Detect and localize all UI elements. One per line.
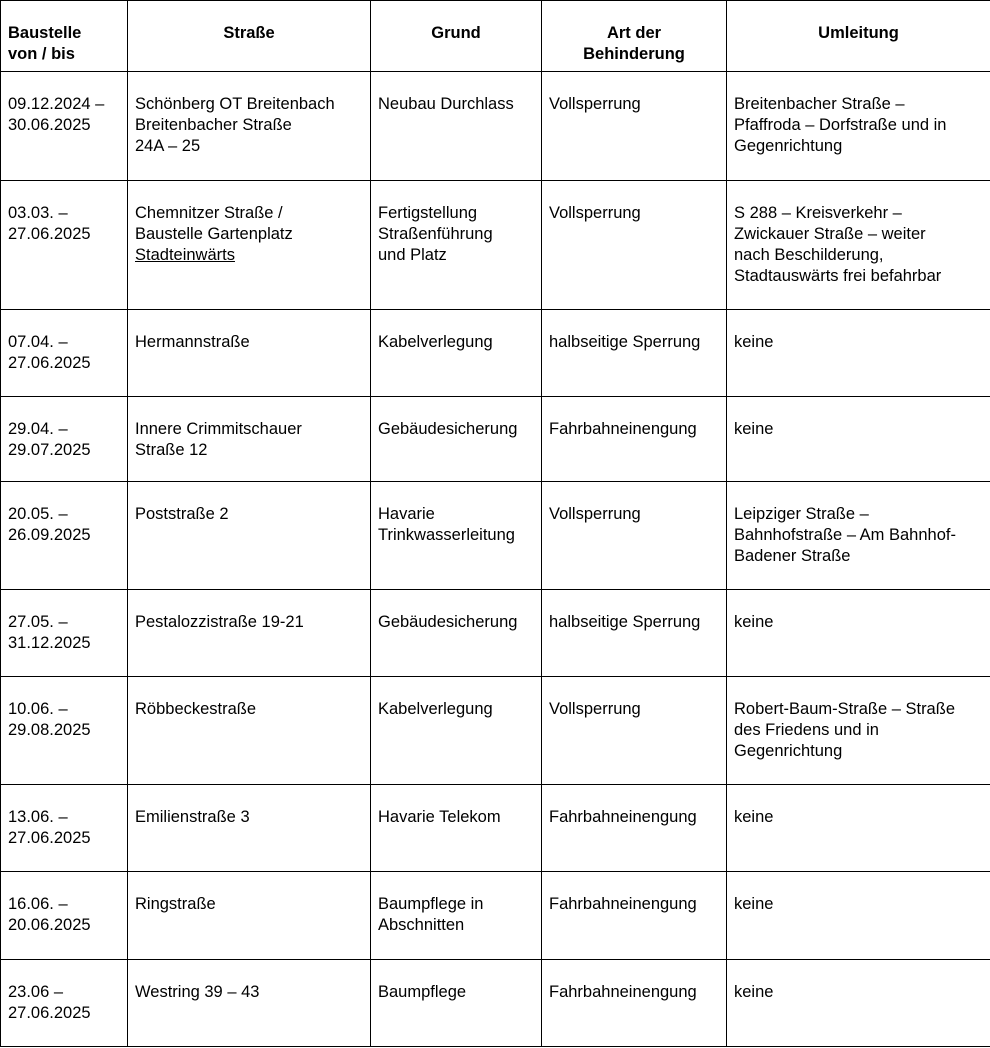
cell-reason — [371, 872, 542, 960]
cell-text: Gegenrichtung — [734, 742, 843, 760]
cell-text: keine — [734, 983, 774, 1001]
cell-text: Fahrbahneinengung — [549, 983, 697, 1001]
cell-street — [128, 785, 371, 872]
cell-street — [128, 310, 371, 397]
cell-text: Ringstraße — [135, 895, 216, 913]
header-impairment — [542, 1, 727, 72]
cell-detour — [727, 785, 990, 872]
header-text: Straße — [223, 24, 275, 42]
table-body — [1, 72, 990, 1047]
cell-text: keine — [734, 895, 774, 913]
table-row — [1, 677, 990, 785]
cell-text: 07.04. – — [8, 333, 68, 351]
cell-text: 31.12.2025 — [8, 634, 91, 652]
cell-text: und Platz — [378, 246, 447, 264]
cell-text: Baumpflege in — [378, 895, 484, 913]
cell-text: Poststraße 2 — [135, 505, 229, 523]
cell-text: 29.08.2025 — [8, 721, 91, 739]
cell-detour — [727, 590, 990, 677]
cell-text: 27.06.2025 — [8, 1004, 91, 1022]
cell-text: Zwickauer Straße – weiter — [734, 225, 926, 243]
cell-text: Breitenbacher Straße – — [734, 95, 905, 113]
cell-reason — [371, 181, 542, 310]
table-row — [1, 310, 990, 397]
table-row — [1, 872, 990, 960]
cell-detour — [727, 482, 990, 590]
cell-text: Chemnitzer Straße / — [135, 204, 283, 222]
header-text: Umleitung — [818, 24, 899, 42]
cell-text: Fahrbahneinengung — [549, 808, 697, 826]
cell-impairment — [542, 677, 727, 785]
cell-text: Baumpflege — [378, 983, 467, 1001]
cell-impairment — [542, 482, 727, 590]
cell-text: Vollsperrung — [549, 700, 641, 718]
table-row — [1, 590, 990, 677]
cell-street — [128, 677, 371, 785]
cell-text: Leipziger Straße – — [734, 505, 869, 523]
table-header — [1, 1, 990, 72]
cell-text: 20.06.2025 — [8, 916, 91, 934]
cell-detour — [727, 397, 990, 482]
cell-reason — [371, 482, 542, 590]
cell-text: halbseitige Sperrung — [549, 613, 701, 631]
cell-text: Fertigstellung — [378, 204, 478, 222]
cell-detour — [727, 181, 990, 310]
cell-text: 16.06. – — [8, 895, 68, 913]
cell-period — [1, 590, 128, 677]
cell-text: 27.06.2025 — [8, 829, 91, 847]
header-text: Baustelle — [8, 24, 82, 42]
cell-text: Fahrbahneinengung — [549, 895, 697, 913]
cell-text: keine — [734, 333, 774, 351]
cell-period — [1, 72, 128, 181]
cell-text: Stadteinwärts — [135, 246, 235, 264]
cell-text: Gebäudesicherung — [378, 420, 518, 438]
cell-impairment — [542, 181, 727, 310]
header-detour — [727, 1, 990, 72]
cell-text: Pfaffroda – Dorfstraße und in — [734, 116, 947, 134]
cell-reason — [371, 590, 542, 677]
cell-text: Badener Straße — [734, 547, 851, 565]
cell-impairment — [542, 960, 727, 1047]
table-row — [1, 181, 990, 310]
header-street — [128, 1, 371, 72]
cell-impairment — [542, 310, 727, 397]
cell-detour — [727, 872, 990, 960]
cell-text: 26.09.2025 — [8, 526, 91, 544]
cell-text: Westring 39 – 43 — [135, 983, 260, 1001]
cell-detour — [727, 72, 990, 181]
cell-detour — [727, 677, 990, 785]
cell-street — [128, 872, 371, 960]
cell-text: Trinkwasserleitung — [378, 526, 515, 544]
cell-reason — [371, 960, 542, 1047]
cell-text: des Friedens und in — [734, 721, 879, 739]
cell-text: 03.03. – — [8, 204, 68, 222]
cell-text: 20.05. – — [8, 505, 68, 523]
cell-impairment — [542, 872, 727, 960]
cell-period — [1, 482, 128, 590]
table-row — [1, 397, 990, 482]
cell-text: Neubau Durchlass — [378, 95, 514, 113]
cell-text: Straße 12 — [135, 441, 208, 459]
cell-detour — [727, 310, 990, 397]
cell-text: Bahnhofstraße – Am Bahnhof- — [734, 526, 956, 544]
cell-street — [128, 482, 371, 590]
cell-text: keine — [734, 420, 774, 438]
cell-reason — [371, 677, 542, 785]
cell-impairment — [542, 397, 727, 482]
cell-street — [128, 960, 371, 1047]
cell-detour — [727, 960, 990, 1047]
cell-text: 29.04. – — [8, 420, 68, 438]
cell-text: Gegenrichtung — [734, 137, 843, 155]
cell-text: nach Beschilderung, — [734, 246, 884, 264]
cell-street — [128, 181, 371, 310]
cell-impairment — [542, 785, 727, 872]
header-text: Art der — [606, 24, 662, 42]
cell-text: Kabelverlegung — [378, 333, 493, 351]
cell-text: 23.06 – — [8, 983, 64, 1001]
cell-period — [1, 677, 128, 785]
cell-reason — [371, 72, 542, 181]
cell-text: Gebäudesicherung — [378, 613, 518, 631]
header-row — [1, 1, 990, 72]
cell-text: Baustelle Gartenplatz — [135, 225, 293, 243]
header-reason — [371, 1, 542, 72]
cell-text: 30.06.2025 — [8, 116, 91, 134]
cell-text: keine — [734, 613, 774, 631]
cell-reason — [371, 397, 542, 482]
cell-period — [1, 181, 128, 310]
cell-text: 27.06.2025 — [8, 354, 91, 372]
cell-text: keine — [734, 808, 774, 826]
cell-text: Fahrbahneinengung — [549, 420, 697, 438]
cell-text: Pestalozzistraße 19-21 — [135, 613, 304, 631]
cell-text: Hermannstraße — [135, 333, 250, 351]
cell-text: halbseitige Sperrung — [549, 333, 701, 351]
header-text: von / bis — [8, 45, 75, 63]
cell-text: Emilienstraße 3 — [135, 808, 250, 826]
cell-period — [1, 872, 128, 960]
cell-text: 13.06. – — [8, 808, 68, 826]
cell-period — [1, 310, 128, 397]
table-row — [1, 785, 990, 872]
cell-text: 24A – 25 — [135, 137, 201, 155]
cell-text: S 288 – Kreisverkehr – — [734, 204, 902, 222]
table-row — [1, 72, 990, 181]
cell-text: Schönberg OT Breitenbach — [135, 95, 335, 113]
cell-street — [128, 397, 371, 482]
header-text: Grund — [431, 24, 481, 42]
cell-text: 09.12.2024 – — [8, 95, 105, 113]
cell-text: Innere Crimmitschauer — [135, 420, 302, 438]
cell-text: Vollsperrung — [549, 204, 641, 222]
cell-text: Vollsperrung — [549, 95, 641, 113]
cell-street — [128, 72, 371, 181]
cell-text: Kabelverlegung — [378, 700, 493, 718]
header-text: Behinderung — [583, 45, 685, 63]
cell-text: Röbbeckestraße — [135, 700, 257, 718]
cell-text: 27.06.2025 — [8, 225, 91, 243]
cell-text: 27.05. – — [8, 613, 68, 631]
cell-text: Stadtauswärts frei befahrbar — [734, 267, 942, 285]
cell-text: 29.07.2025 — [8, 441, 91, 459]
cell-reason — [371, 785, 542, 872]
header-period — [1, 1, 128, 72]
table-row — [1, 482, 990, 590]
cell-street — [128, 590, 371, 677]
cell-impairment — [542, 590, 727, 677]
cell-text: Straßenführung — [378, 225, 493, 243]
cell-text: Abschnitten — [378, 916, 465, 934]
cell-period — [1, 960, 128, 1047]
cell-text: Breitenbacher Straße — [135, 116, 292, 134]
cell-reason — [371, 310, 542, 397]
cell-text: Havarie — [378, 505, 435, 523]
cell-text: 10.06. – — [8, 700, 68, 718]
table-row — [1, 960, 990, 1047]
cell-impairment — [542, 72, 727, 181]
cell-period — [1, 785, 128, 872]
cell-text: Vollsperrung — [549, 505, 641, 523]
cell-text: Havarie Telekom — [378, 808, 501, 826]
cell-text: Robert-Baum-Straße – Straße — [734, 700, 955, 718]
cell-period — [1, 397, 128, 482]
